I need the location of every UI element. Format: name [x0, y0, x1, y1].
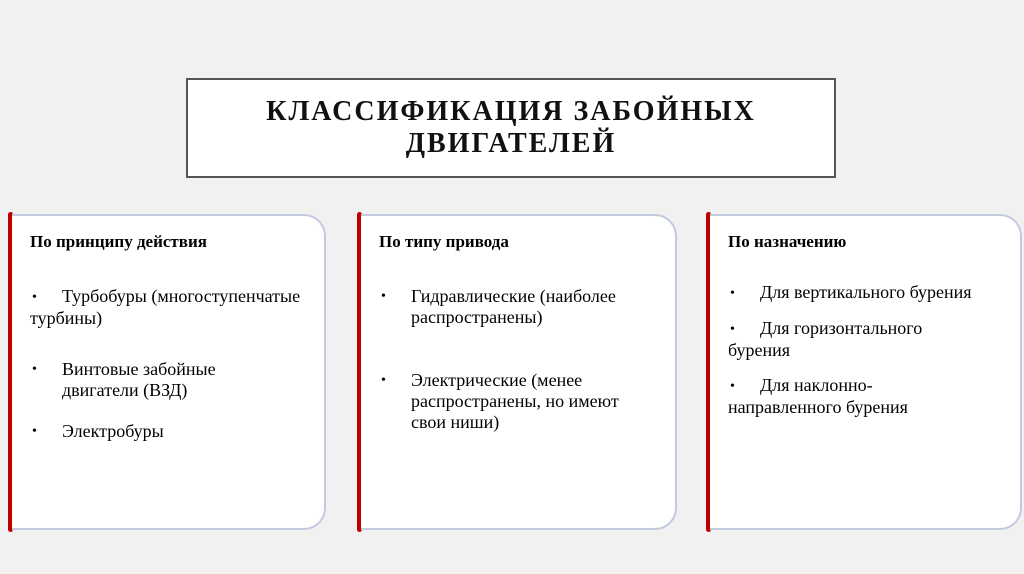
slide-title [266, 96, 756, 160]
bullet-icon: • [32, 362, 37, 377]
list-item-text: Винтовые забойные двигатели (ВЗД) [62, 359, 216, 400]
bullet-icon: • [381, 373, 386, 388]
list-item [728, 318, 968, 361]
slide-title-box [186, 78, 836, 178]
bullet-icon: • [730, 379, 735, 394]
card-by-purpose [710, 214, 1022, 530]
bullet-icon: • [32, 290, 37, 305]
card-by-drive-type [361, 214, 677, 530]
list-item-text: Для вертикального бурения [760, 282, 972, 302]
card-list [30, 286, 312, 442]
list-item-text: Для горизонтального бурения [728, 318, 923, 360]
list-item-text: Электрические (менее распространены, но имеют свои ниши) [411, 370, 619, 432]
list-item-text: Для наклонно-направленного бурения [728, 375, 908, 417]
card-heading: По типу привода [379, 232, 509, 251]
list-item [30, 286, 312, 329]
card-list [379, 286, 663, 433]
list-item-text: Гидравлические (наиболее распространены) [411, 286, 616, 327]
card-heading: По назначению [728, 232, 847, 251]
slide-title-line-1: КЛАССИФИКАЦИЯ ЗАБОЙНЫХ [266, 96, 756, 127]
bullet-icon: • [381, 289, 386, 304]
list-item [30, 421, 312, 442]
list-item-text: Электробуры [62, 421, 164, 441]
card-list [728, 282, 1008, 418]
card-heading: По принципу действия [30, 232, 207, 251]
list-item [379, 370, 651, 433]
list-item [30, 359, 292, 401]
list-item [728, 282, 1008, 304]
bullet-icon: • [32, 424, 37, 439]
list-item-text: Турбобуры (многоступенчатые турбины) [30, 286, 301, 328]
slide-title-line-2: ДВИГАТЕЛЕЙ [405, 128, 617, 159]
list-item [379, 286, 671, 328]
bullet-icon: • [730, 286, 735, 301]
bullet-icon: • [730, 322, 735, 337]
card-by-principle [12, 214, 326, 530]
list-item [728, 375, 958, 418]
